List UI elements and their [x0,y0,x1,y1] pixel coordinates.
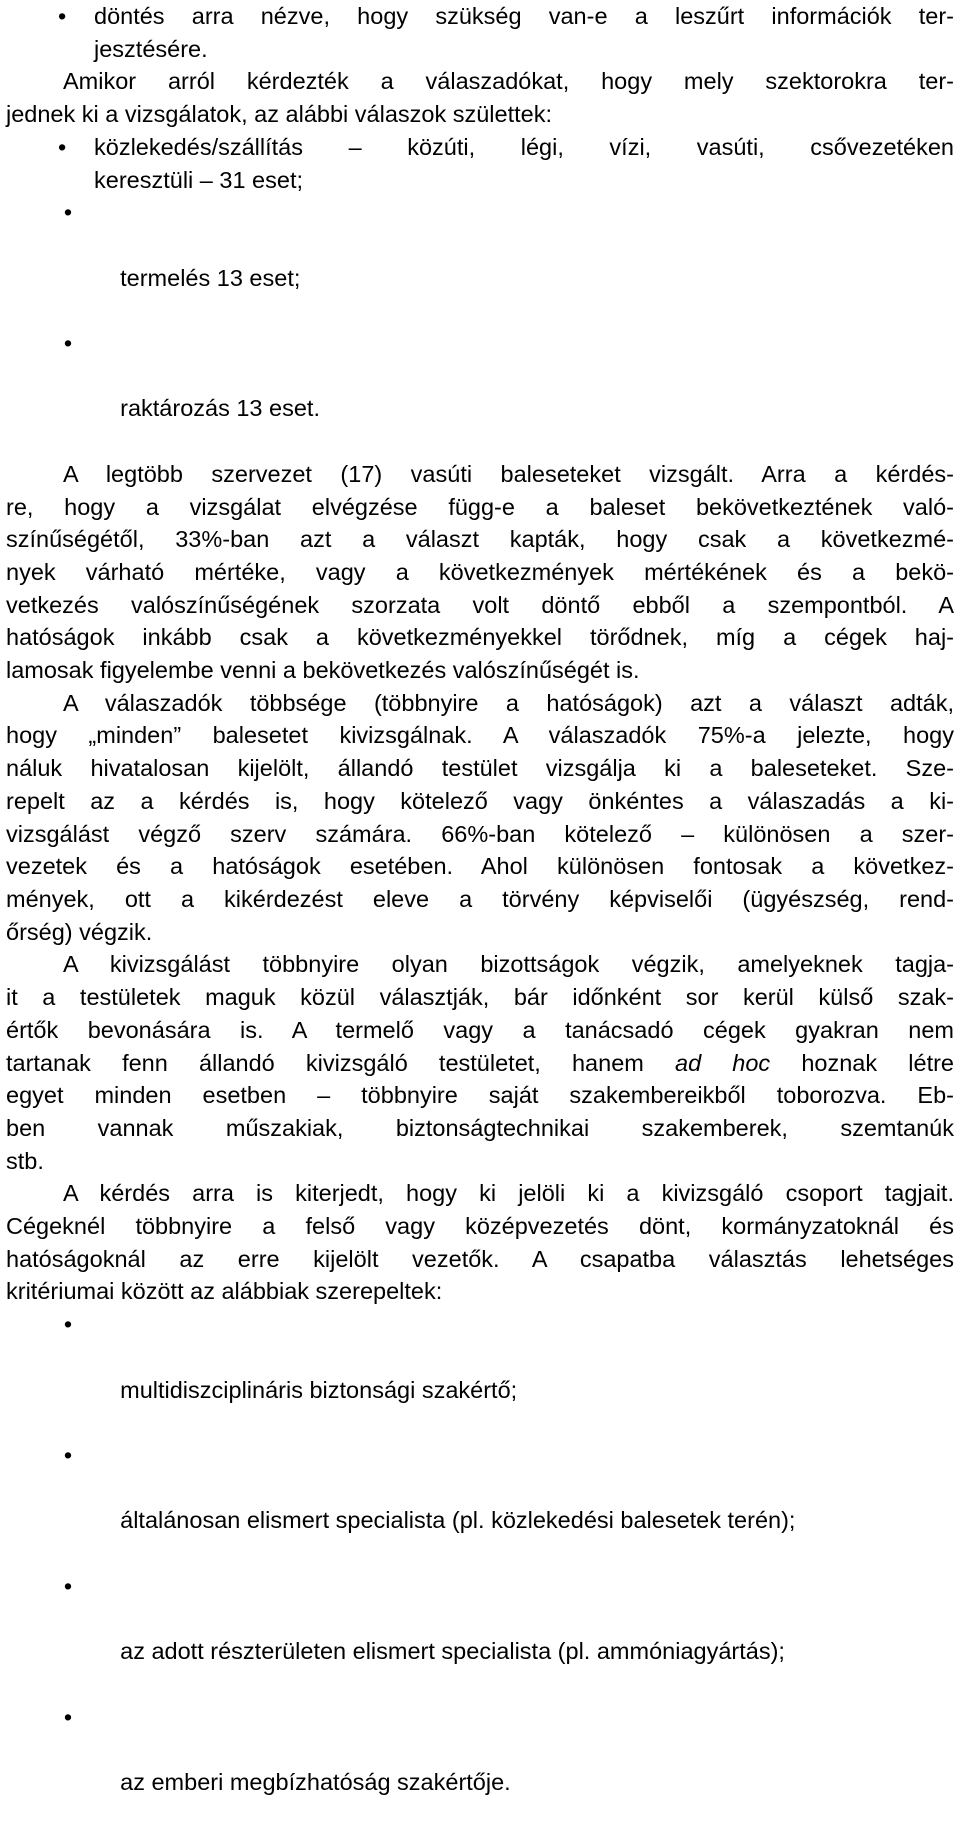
paragraph-line: lamosak figyelembe venni a bekövetkezés valószínűségét is. [6,657,640,684]
paragraph-line: egyet minden esetben – többnyire saját szakembereikből toborozva. Eb- [6,1082,954,1109]
text-line: általánosan elismert specialista (pl. közlekedési balesetek terén); [120,1507,796,1534]
paragraph-line: értők bevonására is. A termelő vagy a tanácsadó cégek gyakran nem [6,1016,954,1043]
text-line: döntés arra nézve, hogy szükség van-e a leszűrt információk ter- [94,3,954,29]
paragraph-line: stb. [6,1147,44,1174]
bullet-icon: • [58,133,67,160]
paragraph-line: hogy „minden” balesetet kivizsgálnak. A válaszadók 75%-a jelezte, hogy [6,722,954,749]
paragraph-line: hatóságok inkább csak a következményekkel törődnek, míg a cégek haj- [6,624,954,651]
paragraph-line: Cégeknél többnyire a felső vagy középvezetés dönt, kormányzatoknál és [6,1213,954,1240]
paragraph-line: A válaszadók többsége (többnyire a hatóságok) azt a választ adták, [63,689,954,716]
list-item [6,196,954,327]
paragraph-line: kritériumai között az alábbiak szerepeltek: [6,1278,443,1305]
text-line: keresztüli – 31 eset; [94,166,303,193]
bullet-icon: • [58,3,67,29]
bullet-icon: • [63,1572,73,1599]
paragraph-line: hatóságoknál az erre kijelölt vezetők. A csapatba választás lehetséges [6,1245,954,1272]
text-line: az adott részterületen elismert specialista (pl. ammóniagyártás); [120,1638,785,1665]
italic-term: ad hoc [675,1049,771,1076]
text-segment: tartanak fenn állandó kivizsgáló testületet, hanem [6,1049,675,1076]
paragraph-line: őrség) végzik. [6,918,153,945]
bullet-icon: • [63,1441,73,1468]
paragraph-line: A legtöbb szervezet (17) vasúti baleseteket vizsgált. Arra a kérdés- [63,460,954,487]
bullet-icon: • [63,1703,73,1730]
text-line: multidiszciplináris biztonsági szakértő; [120,1376,518,1403]
list-item [6,1701,954,1831]
paragraph-line: re, hogy a vizsgálat elvégzése függ-e a baleset bekövetkeztének való- [6,493,954,520]
paragraph-line: ben vannak műszakiak, biztonságtechnikai szakemberek, szemtanúk [6,1114,954,1141]
paragraph-line: A kérdés arra is kiterjedt, hogy ki jelöli ki a kivizsgáló csoport tagjait. [63,1180,954,1207]
text-line: jesztésére. [94,35,208,62]
text-line: termelés 13 eset; [120,264,301,291]
paragraph-line: it a testületek maguk közül választják, bár időnként sor kerül külső szak- [6,984,954,1011]
paragraph-line: vetkezés valószínűségének szorzata volt döntő ebből a szempontból. A [6,591,954,618]
list-item [6,1439,954,1570]
bullet-icon: • [63,330,73,357]
paragraph-line: náluk hivatalosan kijelölt, állandó testület vizsgálja ki a baleseteket. Sze- [6,755,954,782]
text-line: az emberi megbízhatóság szakértője. [120,1768,511,1795]
paragraph-line: jednek ki a vizsgálatok, az alábbi válaszok születtek: [6,101,553,128]
bullet-icon: • [63,1311,73,1338]
list-item [6,1570,954,1701]
paragraph-line: színűségétől, 33%-ban azt a választ kapták, hogy csak a következmé- [6,526,954,553]
paragraph-line: mények, ott a kikérdezést eleve a törvény képviselői (ügyészség, rend- [6,885,954,912]
paragraph-line: vizsgálást végző szerv számára. 66%-ban kötelező – különösen a szer- [6,820,954,847]
paragraph-line [6,1047,954,1080]
paragraph-line: A kivizsgálást többnyire olyan bizottságok végzik, amelyeknek tagja- [63,951,954,978]
paragraph-line: repelt az a kérdés is, hogy kötelező vagy önkéntes a válaszadás a ki- [6,787,954,814]
paragraph-line: Amikor arról kérdezték a válaszadókat, hogy mely szektorokra ter- [63,68,954,95]
paragraph-line: vezetek és a hatóságok esetében. Ahol különösen fontosak a következ- [6,853,954,880]
list-item [6,0,954,33]
list-item [6,131,954,164]
text-segment: hoznak létre [770,1049,954,1076]
list-item [6,327,954,458]
list-item [6,1308,954,1439]
text-line: raktározás 13 eset. [120,395,320,422]
text-line: közlekedés/szállítás – közúti, légi, vízi, vasúti, csővezetéken [94,133,954,160]
paragraph-line: nyek várható mértéke, vagy a következmények mértékének és a bekö- [6,558,954,585]
bullet-icon: • [63,199,73,226]
